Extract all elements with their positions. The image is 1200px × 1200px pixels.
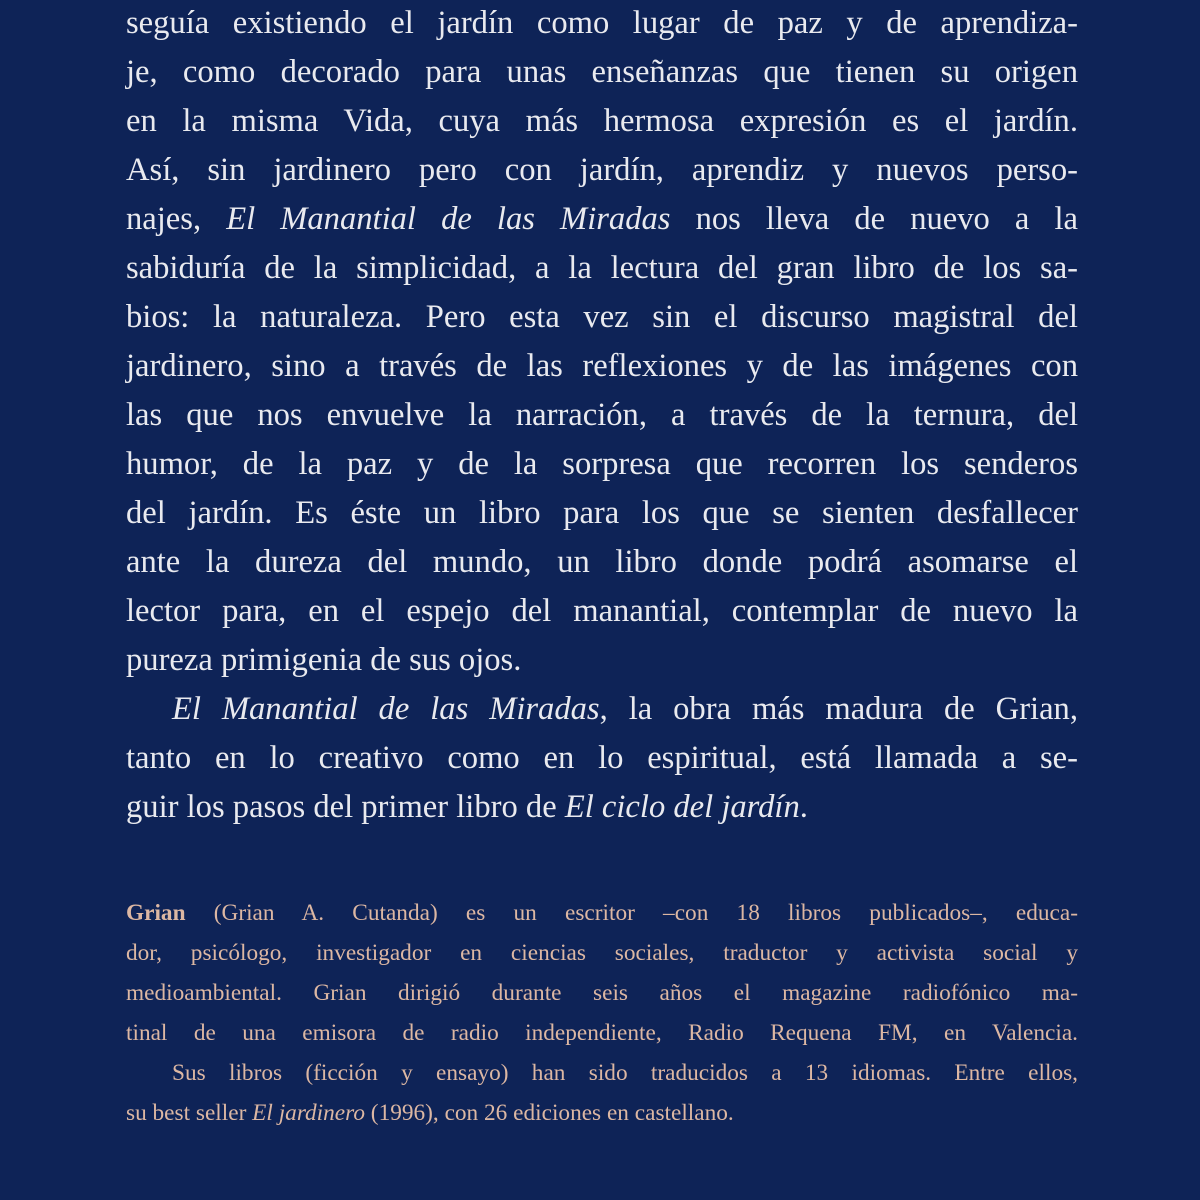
text-run: su best seller — [126, 1100, 253, 1126]
synopsis-line — [126, 636, 1078, 685]
text-run: pureza primigenia de sus ojos. — [126, 642, 522, 678]
synopsis-line — [126, 685, 1078, 734]
synopsis-line — [126, 244, 1078, 293]
text-run: lector para, en el espejo del manantial, contemplar de nuevo la — [126, 593, 1078, 629]
text-run: . — [799, 789, 808, 825]
synopsis-line — [126, 146, 1078, 195]
text-run: jardinero, sino a través de las reflexiones y de las imágenes con — [126, 348, 1078, 384]
synopsis-line — [126, 538, 1078, 587]
synopsis-line — [126, 391, 1078, 440]
synopsis-line — [126, 783, 1078, 832]
synopsis-line — [126, 0, 1078, 48]
text-run: seguía existiendo el jardín como lugar de paz y de aprendiza- — [126, 5, 1078, 41]
text-run: guir los pasos del primer libro de — [126, 789, 565, 825]
text-run: nos lleva de nuevo a la — [670, 201, 1078, 237]
text-run: (Grian A. Cutanda) es un escritor –con 18 libros publicados–, educa- — [185, 900, 1078, 926]
synopsis-line — [126, 342, 1078, 391]
text-run: tanto en lo creativo como en lo espiritual, está llamada a se- — [126, 740, 1078, 776]
text-run: bios: la naturaleza. Pero esta vez sin el discurso magistral del — [126, 299, 1078, 335]
text-run: , la obra más madura de Grian, — [599, 691, 1078, 727]
text-run: en la misma Vida, cuya más hermosa expresión es el jardín. — [126, 103, 1078, 139]
text-run: ante la dureza del mundo, un libro donde podrá asomarse el — [126, 544, 1078, 580]
text-run: najes, — [126, 201, 227, 237]
synopsis-line — [126, 293, 1078, 342]
bio-line — [126, 1053, 1078, 1093]
synopsis-line — [126, 587, 1078, 636]
synopsis-line — [126, 48, 1078, 97]
text-run: (1996), con 26 ediciones en castellano. — [364, 1100, 734, 1126]
synopsis-line — [126, 734, 1078, 783]
synopsis-text — [126, 0, 1078, 832]
text-run: las que nos envuelve la narración, a través de la ternura, del — [126, 397, 1078, 433]
bio-line — [126, 1093, 1078, 1133]
text-run: tinal de una emisora de radio independiente, Radio Requena FM, en Valencia. — [126, 1020, 1078, 1046]
text-run: dor, psicólogo, investigador en ciencias sociales, traductor y activista social y — [126, 940, 1078, 966]
text-run: del jardín. Es éste un libro para los que se sienten desfallecer — [126, 495, 1078, 531]
italic-title: El ciclo del jardín — [564, 789, 800, 825]
bio-line — [126, 973, 1078, 1013]
bio-line — [126, 933, 1078, 973]
text-run: sabiduría de la simplicidad, a la lectura del gran libro de los sa- — [126, 250, 1078, 286]
author-bio-text — [126, 893, 1078, 1133]
author-name: Grian — [126, 900, 186, 926]
text-run: medioambiental. Grian dirigió durante seis años el magazine radiofónico ma- — [126, 980, 1078, 1006]
text-run: Sus libros (ficción y ensayo) han sido traducidos a 13 idiomas. Entre ellos, — [172, 1060, 1078, 1086]
synopsis-line — [126, 440, 1078, 489]
synopsis-line — [126, 195, 1078, 244]
synopsis-line — [126, 97, 1078, 146]
text-run: Así, sin jardinero pero con jardín, aprendiz y nuevos perso- — [126, 152, 1078, 188]
bio-line — [126, 1013, 1078, 1053]
italic-title: El jardinero — [252, 1100, 365, 1126]
italic-title: El Manantial de las Miradas — [226, 201, 671, 237]
italic-title: El Manantial de las Miradas — [172, 691, 600, 727]
text-run: je, como decorado para unas enseñanzas que tienen su origen — [126, 54, 1078, 90]
text-run: humor, de la paz y de la sorpresa que recorren los senderos — [126, 446, 1078, 482]
bio-line — [126, 893, 1078, 933]
synopsis-line — [126, 489, 1078, 538]
